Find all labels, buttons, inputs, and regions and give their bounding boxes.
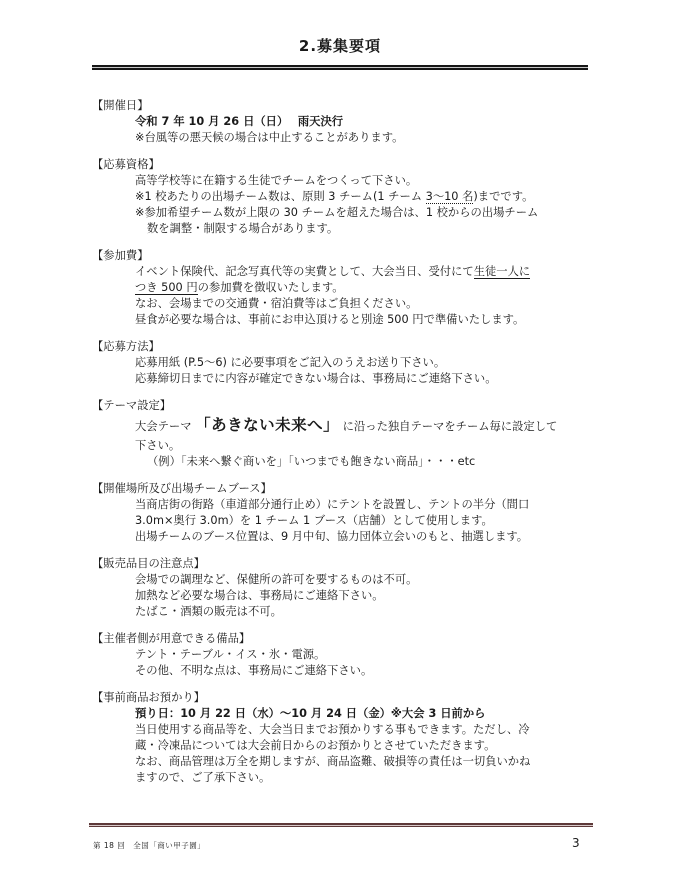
body-line: [92, 371, 588, 387]
text-segment: （例）「未来へ繋ぐ商いを」「いつまでも飽きない商品」・・・etc: [147, 455, 476, 468]
body-line: [92, 414, 588, 438]
section: [92, 339, 588, 387]
text-segment: つき 500 円: [135, 281, 198, 294]
body-line: [92, 497, 588, 513]
body-line: [92, 221, 588, 237]
body-line: [92, 205, 588, 221]
section: [92, 398, 588, 470]
body-line: [92, 312, 588, 328]
text-segment: イベント保険代、記念写真代等の実費として、大会当日、受付にて: [135, 265, 474, 278]
body-line: [92, 296, 588, 312]
section-heading: 【事前商品お預かり】: [92, 691, 205, 704]
text-segment: 昼食が必要な場合は、事前にお申込頂けると別途 500 円で準備いたします。: [135, 313, 525, 326]
body-line: [92, 280, 588, 296]
body-line: [92, 173, 588, 189]
text-segment: に沿った独自テーマをチーム毎に設定して: [339, 420, 558, 433]
text-segment: その他、不明な点は、事務局にご連絡下さい。: [135, 664, 373, 677]
document-content: [92, 36, 588, 797]
section-heading: 【参加費】: [92, 249, 149, 262]
body-line: [92, 706, 588, 722]
section-heading: 【応募資格】: [92, 158, 160, 171]
page-title: 2.募集要項: [298, 37, 382, 55]
text-segment: なお、会場までの交通費・宿泊費等はご負担ください。: [135, 297, 418, 310]
text-segment: ※台風等の悪天候の場合は中止することがあります。: [135, 131, 404, 144]
body-line: [92, 513, 588, 529]
text-segment: 当商店街の街路（車道部分通行止め）にテントを設置し、テントの半分（間口: [135, 498, 530, 511]
text-segment: なお、商品管理は万全を期しますが、商品盗難、破損等の責任は一切負いかね: [135, 755, 531, 768]
text-segment: 数を調整・制限する場合があります。: [147, 222, 339, 235]
section: [92, 631, 588, 679]
text-segment: 応募締切日までに内容が確定できない場合は、事務局にご連絡下さい。: [135, 372, 497, 385]
section-heading: 【主催者側が用意できる備品】: [92, 632, 251, 645]
section: [92, 248, 588, 328]
text-segment: 3～10 名: [425, 190, 474, 203]
body-line: [92, 572, 588, 588]
text-segment: 大会テーマ: [135, 420, 196, 433]
title-divider-rule: [92, 65, 588, 70]
section: [92, 157, 588, 237]
body-line: [92, 754, 588, 770]
text-segment: 蔵・冷凍品については大会前日からのお預かりとさせていただきます。: [135, 739, 496, 752]
text-segment: 当日使用する商品等を、大会当日までお預かりする事もできます。ただし、冷: [135, 723, 530, 736]
body-line: [92, 588, 588, 604]
body-line: [92, 647, 588, 663]
section-heading: 【販売品目の注意点】: [92, 557, 205, 570]
section-heading: 【開催場所及び出場チームブース】: [92, 482, 272, 495]
text-segment: 生徒一人に: [473, 265, 531, 278]
body-line: [92, 722, 588, 738]
text-segment: ※1 校あたりの出場チーム数は、原則 3 チーム(1 チーム: [135, 190, 426, 203]
text-segment: 3.0m×奥行 3.0m）を 1 チーム 1 ブース（店舗）として使用します。: [135, 514, 493, 527]
body-line: [92, 604, 588, 620]
section-heading: 【応募方法】: [92, 340, 160, 353]
section: [92, 481, 588, 545]
body-line: [92, 264, 588, 280]
text-segment: 加熱など必要な場合は、事務局にご連絡下さい。: [135, 589, 384, 602]
text-segment: ますので、ご了承下さい。: [135, 771, 271, 784]
page-number: 3: [572, 836, 580, 850]
section-heading: 【テーマ設定】: [92, 399, 172, 412]
text-segment: 応募用紙 (P.5～6) に必要事項をご記入のうえお送り下さい。: [135, 356, 446, 369]
body-line: [92, 529, 588, 545]
text-segment: )までです。: [473, 190, 534, 203]
footer-divider-rule: [89, 823, 593, 827]
section: [92, 690, 588, 786]
text-segment: 高等学校等に在籍する生徒でチームをつくって下さい。: [135, 174, 418, 187]
body-line: [92, 738, 588, 754]
section: [92, 556, 588, 620]
text-segment: 下さい。: [135, 439, 181, 452]
body-line: [92, 770, 588, 786]
text-segment: 令和 7 年 10 月 26 日（日） 雨天決行: [135, 115, 344, 128]
text-segment: 会場での調理など、保健所の許可を要するものは不可。: [135, 573, 418, 586]
body-line: [92, 454, 588, 470]
text-segment: 「あきない未来へ」: [195, 416, 340, 434]
text-segment: の参加費を徴収いたします。: [197, 281, 344, 294]
document-sections: [92, 98, 588, 786]
body-line: [92, 130, 588, 146]
text-segment: たばこ・酒類の販売は不可。: [135, 605, 282, 618]
section-heading: 【開催日】: [92, 99, 149, 112]
body-line: [92, 438, 588, 454]
text-segment: 預り日：10 月 22 日（水）～10 月 24 日（金）※大会 3 日前から: [135, 707, 486, 720]
body-line: [92, 114, 588, 130]
text-segment: ※参加希望チーム数が上限の 30 チームを超えた場合は、1 校からの出場チーム: [135, 206, 539, 219]
footer-document-label: 第 18 回 全国「商い甲子園」: [93, 841, 206, 850]
body-line: [92, 189, 588, 205]
body-line: [92, 355, 588, 371]
text-segment: テント・テーブル・イス・氷・電源。: [135, 648, 326, 661]
text-segment: 出場チームのブース位置は、9 月中旬、協力団体立会いのもと、抽選します。: [135, 530, 529, 543]
section: [92, 98, 588, 146]
body-line: [92, 663, 588, 679]
